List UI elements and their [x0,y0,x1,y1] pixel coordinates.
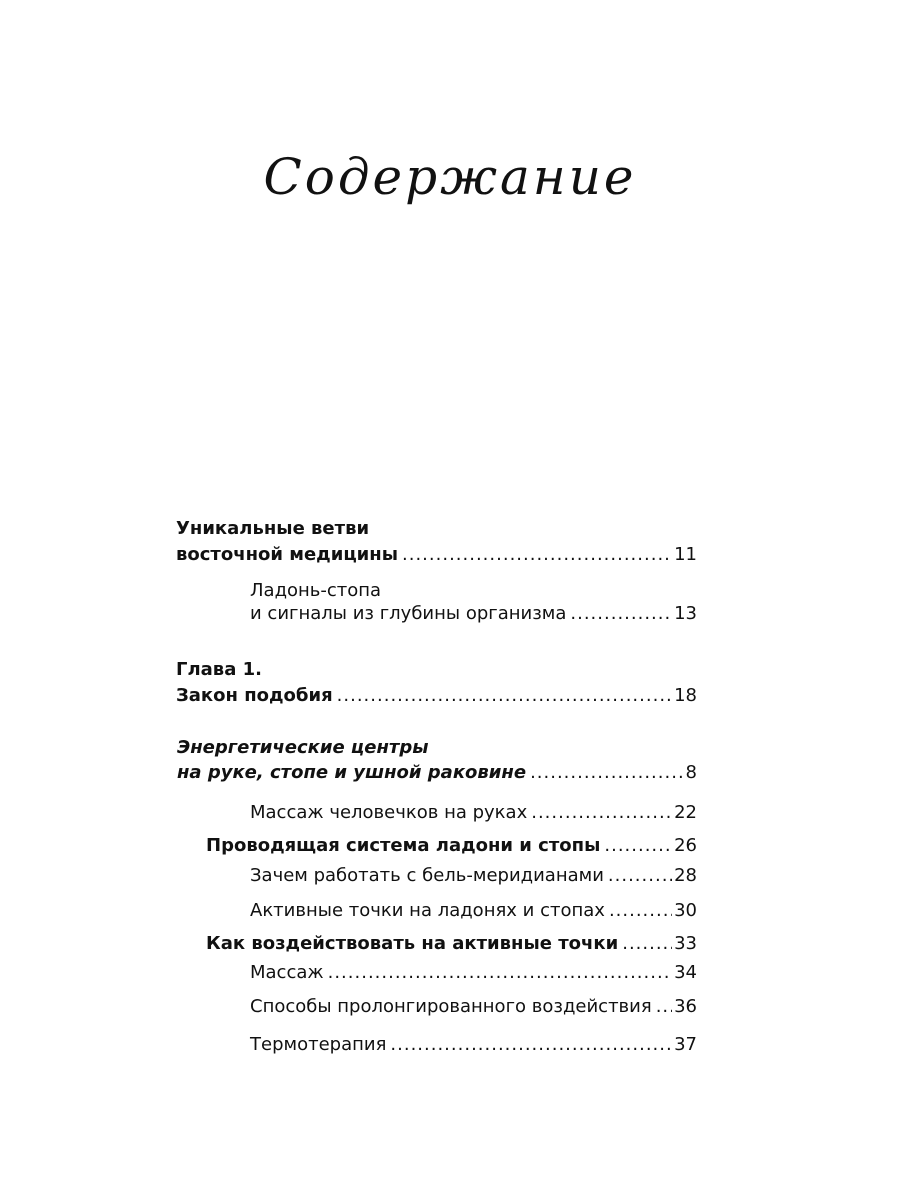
toc-entry-9-page: 33 [674,933,697,954]
toc-entry-2-line1: Ладонь-стопа [250,580,382,601]
dot-leader [531,802,672,824]
dot-leader [402,544,672,566]
toc-entry-8[interactable] [250,900,697,922]
toc-entry-10-page: 34 [674,962,697,983]
toc-entry-12-label: Термотерапия [250,1034,387,1055]
toc-entry-5[interactable] [250,802,697,824]
toc-entry-6[interactable] [206,835,697,857]
dot-leader [530,762,683,784]
toc-entry-7[interactable] [250,865,697,887]
toc-entry-4-line1: Энергетические центры [177,737,429,758]
toc-entry-2-label: и сигналы из глубины организма [250,603,567,624]
toc-entry-6-label: Проводящая система ладони и стопы [206,835,601,856]
toc-entry-11-label: Способы пролонгированного воздействия [250,996,652,1017]
toc-entry-2[interactable] [250,603,697,625]
dot-leader [608,865,672,887]
toc-entry-5-page: 22 [674,802,697,823]
dot-leader [604,835,672,857]
toc-entry-2-page: 13 [674,603,697,624]
toc-entry-8-label: Активные точки на ладонях и стопах [250,900,605,921]
toc-entry-7-page: 28 [674,865,697,886]
toc-entry-11-page: 36 [674,996,697,1017]
dot-leader [656,996,672,1018]
toc-entry-6-page: 26 [674,835,697,856]
toc-entry-1[interactable] [176,544,697,566]
toc-entry-1-label: восточной медицины [176,544,399,565]
toc-entry-5-label: Массаж человечков на руках [250,802,528,823]
toc-entry-12[interactable] [250,1034,697,1056]
dot-leader [570,603,672,625]
toc-entry-10[interactable] [250,962,697,984]
toc-entry-4[interactable] [177,762,697,784]
toc-entry-4-label: на руке, стопе и ушной раковине [177,762,527,783]
dot-leader [622,933,672,955]
toc-entry-8-page: 30 [674,900,697,921]
toc-entry-3-line1: Глава 1. [176,659,262,680]
toc-entry-11[interactable] [250,996,697,1018]
dot-leader [390,1034,672,1056]
toc-entry-12-page: 37 [674,1034,697,1055]
toc-entry-1-page: 11 [674,544,697,565]
page-title: Содержание [263,148,637,206]
toc-entry-10-label: Массаж [250,962,324,983]
dot-leader [337,685,672,707]
dot-leader [609,900,672,922]
toc-entry-7-label: Зачем работать с бель-меридианами [250,865,604,886]
toc-entry-1-line1: Уникальные ветви [176,518,370,539]
dot-leader [328,962,672,984]
toc-entry-3-page: 18 [674,685,697,706]
toc-entry-3-label: Закон подобия [176,685,333,706]
toc-entry-4-page: 8 [685,762,697,783]
toc-entry-9-label: Как воздействовать на активные точки [206,933,619,954]
toc-entry-9[interactable] [206,933,697,955]
toc-entry-3[interactable] [176,685,697,707]
